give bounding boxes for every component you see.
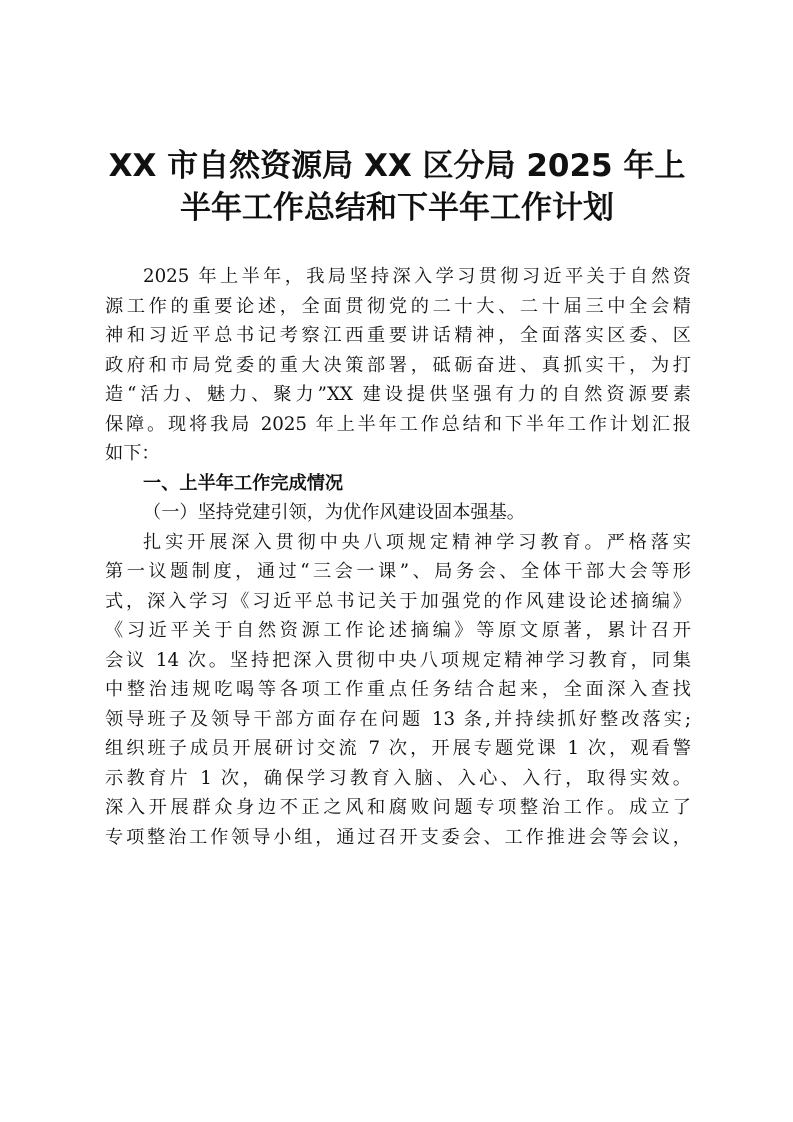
intro-paragraph: [105, 262, 691, 469]
paragraph-line: 会议 14 次。坚持把深入贯彻中央八项规定精神学习教育，同集: [105, 649, 691, 671]
paragraph-line: 造“活力、魅力、聚力”XX 建设提供坚强有力的自然资源要素: [105, 384, 691, 405]
paragraph-line: 2025 年上半年，我局坚持深入学习贯彻习近平关于自然资: [143, 266, 691, 287]
paragraph-line: 组织班子成员开展研讨交流 7 次，开展专题党课 1 次，观看警: [105, 738, 691, 759]
paragraph-line: 源工作的重要论述，全面贯彻党的二十大、二十届三中全会精: [105, 295, 691, 317]
paragraph-line: 神和习近平总书记考察江西重要讲话精神，全面落实区委、区: [105, 325, 691, 346]
body-paragraph: [105, 528, 691, 853]
paragraph-line: 领导班子及领导干部方面存在问题 13 条,并持续抓好整改落实;: [105, 708, 691, 730]
title-line-1: XX 市自然资源局 XX 区分局 2025 年上: [108, 148, 686, 184]
subsection-heading: （一）坚持党建引领，为优作风建设固本强基。: [143, 502, 525, 523]
paragraph-line: 保障。现将我局 2025 年上半年工作总结和下半年工作计划汇报: [105, 413, 691, 435]
paragraph-line: 《习近平关于自然资源工作论述摘编》等原文原著，累计召开: [105, 620, 691, 641]
paragraph-line: 中整治违规吃喝等各项工作重点任务结合起来，全面深入查找: [105, 679, 691, 700]
paragraph-line: 如下：: [105, 443, 160, 464]
paragraph-line: 第一议题制度，通过“三会一课”、局务会、全体干部大会等形: [105, 561, 691, 582]
document-body: [105, 262, 691, 852]
section-heading: 一、上半年工作完成情况: [143, 472, 344, 494]
title-line-2: 半年工作总结和下半年工作计划: [180, 190, 614, 226]
document-title: [100, 145, 694, 229]
paragraph-line: 式，深入学习《习近平总书记关于加强党的作风建设论述摘编》: [105, 590, 691, 612]
paragraph-line: 专项整治工作领导小组，通过召开支委会、工作推进会等会议，: [105, 826, 691, 848]
paragraph-line: 政府和市局党委的重大决策部署，砥砺奋进、真抓实干，为打: [105, 354, 691, 376]
paragraph-line: 深入开展群众身边不正之风和腐败问题专项整治工作。成立了: [105, 797, 691, 818]
paragraph-line: 示教育片 1 次，确保学习教育入脑、入心、入行，取得实效。: [105, 767, 691, 789]
paragraph-line: 扎实开展深入贯彻中央八项规定精神学习教育。严格落实: [143, 531, 691, 553]
